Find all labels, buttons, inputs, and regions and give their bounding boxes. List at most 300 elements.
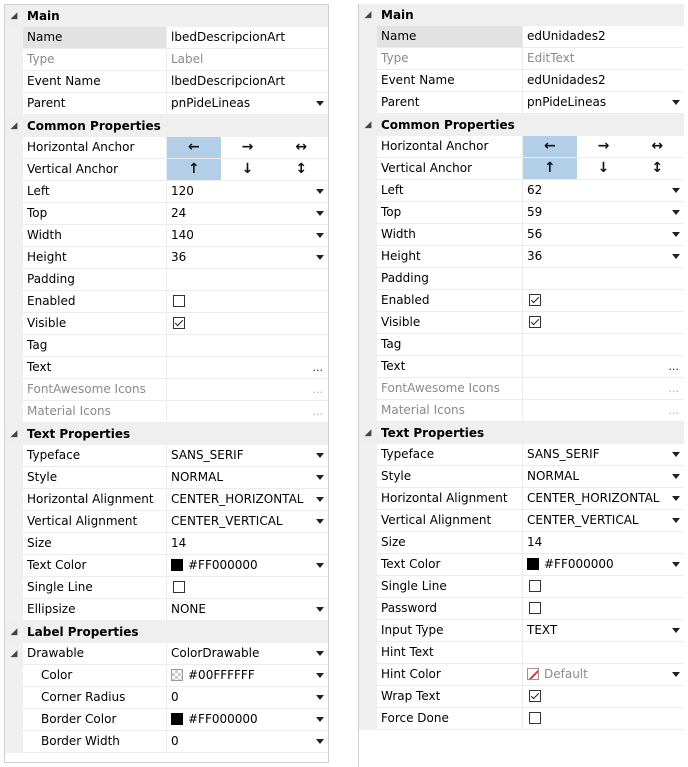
- property-row-name[interactable]: [5, 27, 328, 49]
- property-name: Material Icons: [23, 401, 167, 423]
- property-value[interactable]: [523, 136, 684, 158]
- row-gutter: [359, 488, 377, 510]
- row-gutter: [5, 203, 23, 225]
- value-text: lbedDescripcionArt: [171, 30, 286, 44]
- vertical-anchor-end-icon[interactable]: ↓: [597, 160, 610, 176]
- property-value[interactable]: [167, 335, 328, 357]
- horizontal-anchor-start-icon[interactable]: ←: [167, 137, 221, 158]
- horizontal-anchor-both-icon[interactable]: ↔: [651, 138, 664, 154]
- property-name: Visible: [23, 313, 167, 335]
- ellipsis-button[interactable]: ...: [312, 405, 323, 418]
- property-name: Vertical Alignment: [23, 511, 167, 533]
- value-text: edUnidades2: [527, 73, 606, 87]
- property-value[interactable]: [167, 357, 328, 379]
- chevron-down-icon[interactable]: [672, 452, 680, 457]
- value-text: EditText: [527, 51, 575, 65]
- chevron-down-icon[interactable]: [316, 475, 324, 480]
- property-name: Top: [23, 203, 167, 225]
- property-name: Tag: [377, 334, 523, 356]
- property-value[interactable]: [523, 378, 684, 400]
- chevron-down-icon[interactable]: [672, 100, 680, 105]
- property-value[interactable]: [167, 709, 328, 731]
- property-row-visible[interactable]: [359, 312, 684, 334]
- property-row-style[interactable]: [5, 467, 328, 489]
- property-value[interactable]: [523, 48, 684, 70]
- value-text: CENTER_HORIZONTAL: [171, 492, 304, 506]
- property-row-size[interactable]: [5, 533, 328, 555]
- row-gutter: [5, 731, 23, 753]
- property-row-text-color[interactable]: [5, 555, 328, 577]
- row-gutter: [359, 664, 377, 686]
- property-row-material-icons[interactable]: [5, 401, 328, 423]
- row-gutter: [5, 401, 23, 423]
- row-gutter: [359, 158, 377, 180]
- chevron-down-icon[interactable]: [672, 474, 680, 479]
- property-name: Single Line: [377, 576, 523, 598]
- property-name: Size: [377, 532, 523, 554]
- chevron-down-icon[interactable]: [672, 628, 680, 633]
- property-value[interactable]: [523, 26, 684, 48]
- value-text: pnPideLineas: [527, 95, 607, 109]
- chevron-down-icon[interactable]: [672, 518, 680, 523]
- property-name: Input Type: [377, 620, 523, 642]
- property-row-event-name[interactable]: [5, 71, 328, 93]
- property-row-horizontal-alignment[interactable]: [359, 488, 684, 510]
- chevron-down-icon[interactable]: [316, 497, 324, 502]
- property-value[interactable]: [167, 467, 328, 489]
- property-name: Text Color: [23, 555, 167, 577]
- property-row-horizontal-anchor[interactable]: [359, 136, 684, 158]
- row-gutter: [359, 686, 377, 708]
- property-name: Parent: [377, 92, 523, 114]
- property-value[interactable]: [523, 334, 684, 356]
- property-name: Enabled: [23, 291, 167, 313]
- property-row-vertical-anchor[interactable]: [359, 158, 684, 180]
- value-text: 140: [171, 228, 194, 242]
- chevron-down-icon[interactable]: [316, 673, 324, 678]
- property-value[interactable]: [167, 291, 328, 313]
- property-name: Password: [377, 598, 523, 620]
- property-value[interactable]: [167, 313, 328, 335]
- vertical-anchor-end-icon[interactable]: ↓: [241, 161, 254, 177]
- horizontal-anchor-end-icon[interactable]: →: [241, 139, 254, 155]
- property-row-horizontal-alignment[interactable]: [5, 489, 328, 511]
- property-name: Parent: [23, 93, 167, 115]
- row-gutter: [5, 709, 23, 731]
- anchor-selector[interactable]: [523, 158, 684, 179]
- property-name: Drawable: [23, 643, 167, 665]
- value-text: #FF000000: [188, 558, 258, 572]
- property-row-hint-color[interactable]: [359, 664, 684, 686]
- ellipsis-button[interactable]: ...: [312, 383, 323, 396]
- property-value[interactable]: [523, 444, 684, 466]
- checkbox-password[interactable]: [529, 602, 541, 614]
- category-title: Text Properties: [27, 427, 131, 441]
- checkbox-enabled[interactable]: [529, 294, 541, 306]
- property-name: Height: [377, 246, 523, 268]
- property-value[interactable]: [523, 466, 684, 488]
- chevron-down-icon[interactable]: [316, 739, 324, 744]
- checkbox-visible[interactable]: [529, 316, 541, 328]
- property-row-fontawesome-icons[interactable]: [359, 378, 684, 400]
- property-name: Material Icons: [377, 400, 523, 422]
- property-row-name[interactable]: [359, 26, 684, 48]
- chevron-down-icon[interactable]: [316, 563, 324, 568]
- property-grid-left: [4, 4, 329, 763]
- value-text: 56: [527, 227, 543, 241]
- property-value[interactable]: [167, 181, 328, 203]
- property-name: Name: [23, 27, 167, 49]
- property-value[interactable]: [167, 687, 328, 709]
- color-swatch: [527, 668, 539, 680]
- value-text: NONE: [171, 602, 206, 616]
- row-gutter: [359, 620, 377, 642]
- property-row-typeface[interactable]: [5, 445, 328, 467]
- property-name: Text: [377, 356, 523, 378]
- property-value[interactable]: [167, 555, 328, 577]
- row-gutter: [359, 378, 377, 400]
- property-name: Horizontal Alignment: [23, 489, 167, 511]
- row-gutter: [5, 27, 23, 49]
- row-gutter: [5, 269, 23, 291]
- chevron-down-icon[interactable]: [316, 255, 324, 260]
- row-gutter: [5, 555, 23, 577]
- horizontal-anchor-start-icon[interactable]: ←: [523, 136, 577, 157]
- property-row-text[interactable]: [359, 356, 684, 378]
- row-gutter: [359, 334, 377, 356]
- checkbox-force-done[interactable]: [529, 712, 541, 724]
- row-gutter: [359, 202, 377, 224]
- property-value[interactable]: [523, 664, 684, 686]
- value-text: SANS_SERIF: [171, 448, 244, 462]
- value-text: 0: [171, 734, 179, 748]
- property-row-hint-text[interactable]: [359, 642, 684, 664]
- property-value[interactable]: [167, 137, 328, 159]
- ellipsis-button[interactable]: ...: [312, 361, 323, 374]
- property-value[interactable]: [167, 445, 328, 467]
- property-value[interactable]: [523, 642, 684, 664]
- property-value[interactable]: [167, 643, 328, 665]
- row-gutter: [359, 466, 377, 488]
- row-gutter: [359, 510, 377, 532]
- value-text: NORMAL: [527, 469, 580, 483]
- value-text: #00FFFFFF: [188, 668, 255, 682]
- value-text: pnPideLineas: [171, 96, 251, 110]
- chevron-down-icon[interactable]: [672, 188, 680, 193]
- property-value[interactable]: [523, 488, 684, 510]
- row-gutter: [359, 598, 377, 620]
- property-row-horizontal-anchor[interactable]: [5, 137, 328, 159]
- property-name: Color: [23, 665, 167, 687]
- property-row-tag[interactable]: [359, 334, 684, 356]
- property-value[interactable]: [523, 686, 684, 708]
- property-value[interactable]: [523, 92, 684, 114]
- property-value[interactable]: [523, 290, 684, 312]
- property-name: Visible: [377, 312, 523, 334]
- row-gutter: [359, 136, 377, 158]
- property-row-vertical-alignment[interactable]: [359, 510, 684, 532]
- checkbox-single-line[interactable]: [529, 580, 541, 592]
- value-text: 59: [527, 205, 543, 219]
- property-row-text[interactable]: [5, 357, 328, 379]
- category-text-properties[interactable]: [359, 422, 684, 444]
- property-row-enabled[interactable]: [359, 290, 684, 312]
- property-value[interactable]: [523, 510, 684, 532]
- value-text: Label: [171, 52, 204, 66]
- property-row-border-color[interactable]: [5, 709, 328, 731]
- property-row-height[interactable]: [5, 247, 328, 269]
- value-text: 14: [527, 535, 543, 549]
- property-value[interactable]: [523, 356, 684, 378]
- category-common-properties[interactable]: [5, 115, 328, 137]
- checkbox-wrap-text[interactable]: [529, 690, 541, 702]
- row-gutter: [5, 159, 23, 181]
- expanded-icon[interactable]: ◢: [10, 429, 18, 439]
- property-name: Corner Radius: [23, 687, 167, 709]
- chevron-down-icon[interactable]: [316, 607, 324, 612]
- checkbox-visible[interactable]: [173, 317, 185, 329]
- vertical-anchor-both-icon[interactable]: ↕: [651, 160, 664, 176]
- property-value[interactable]: [167, 225, 328, 247]
- row-gutter: [5, 467, 23, 489]
- property-name: Type: [23, 49, 167, 71]
- expanded-icon[interactable]: ◢: [10, 121, 18, 131]
- property-value[interactable]: [523, 224, 684, 246]
- expanded-icon[interactable]: ◢: [364, 120, 372, 130]
- value-text: edUnidades2: [527, 29, 606, 43]
- chevron-down-icon[interactable]: [316, 453, 324, 458]
- horizontal-anchor-end-icon[interactable]: →: [597, 138, 610, 154]
- row-gutter: [359, 708, 377, 730]
- property-row-vertical-anchor[interactable]: [5, 159, 328, 181]
- property-value[interactable]: [167, 159, 328, 181]
- property-row-wrap-text[interactable]: [359, 686, 684, 708]
- property-row-height[interactable]: [359, 246, 684, 268]
- property-value[interactable]: [523, 246, 684, 268]
- color-swatch: [527, 558, 539, 570]
- property-value[interactable]: [523, 576, 684, 598]
- property-row-style[interactable]: [359, 466, 684, 488]
- chevron-down-icon[interactable]: [672, 672, 680, 677]
- property-name: Width: [23, 225, 167, 247]
- chevron-down-icon[interactable]: [316, 233, 324, 238]
- property-row-padding[interactable]: [359, 268, 684, 290]
- expanded-icon[interactable]: ◢: [364, 10, 372, 20]
- property-row-single-line[interactable]: [5, 577, 328, 599]
- chevron-down-icon[interactable]: [316, 695, 324, 700]
- property-name: FontAwesome Icons: [377, 378, 523, 400]
- row-gutter: [5, 93, 23, 115]
- chevron-down-icon[interactable]: [316, 211, 324, 216]
- property-value[interactable]: [167, 269, 328, 291]
- property-row-material-icons[interactable]: [359, 400, 684, 422]
- row-gutter: [359, 48, 377, 70]
- chevron-down-icon[interactable]: [316, 189, 324, 194]
- property-value[interactable]: [167, 533, 328, 555]
- property-row-tag[interactable]: [5, 335, 328, 357]
- property-value[interactable]: [523, 598, 684, 620]
- property-value[interactable]: [167, 489, 328, 511]
- property-row-type[interactable]: [359, 48, 684, 70]
- expanded-icon[interactable]: ◢: [364, 428, 372, 438]
- chevron-down-icon[interactable]: [316, 101, 324, 106]
- row-gutter: [5, 665, 23, 687]
- row-gutter: [359, 180, 377, 202]
- property-value[interactable]: [523, 158, 684, 180]
- property-row-left[interactable]: [5, 181, 328, 203]
- category-main[interactable]: [359, 4, 684, 26]
- category-main[interactable]: [5, 5, 328, 27]
- property-name: Text: [23, 357, 167, 379]
- property-name: Hint Text: [377, 642, 523, 664]
- property-value[interactable]: [167, 577, 328, 599]
- category-title: Common Properties: [27, 119, 161, 133]
- property-value[interactable]: [167, 731, 328, 753]
- vertical-anchor-start-icon[interactable]: ↑: [167, 159, 221, 180]
- chevron-down-icon[interactable]: [316, 519, 324, 524]
- property-row-parent[interactable]: [5, 93, 328, 115]
- expanded-icon[interactable]: ◢: [10, 11, 18, 21]
- anchor-selector[interactable]: [167, 137, 328, 158]
- property-value[interactable]: [167, 599, 328, 621]
- value-text: CENTER_HORIZONTAL: [527, 491, 660, 505]
- row-gutter: [5, 687, 23, 709]
- property-name: Name: [377, 26, 523, 48]
- property-value[interactable]: [523, 620, 684, 642]
- property-name: Top: [377, 202, 523, 224]
- property-value[interactable]: [523, 180, 684, 202]
- property-row-width[interactable]: [359, 224, 684, 246]
- row-gutter: [5, 533, 23, 555]
- property-row-input-type[interactable]: [359, 620, 684, 642]
- value-text: 0: [171, 690, 179, 704]
- ellipsis-button[interactable]: ...: [668, 360, 679, 373]
- property-name: Force Done: [377, 708, 523, 730]
- property-row-ellipsize[interactable]: [5, 599, 328, 621]
- property-row-event-name[interactable]: [359, 70, 684, 92]
- property-value[interactable]: [523, 554, 684, 576]
- property-value[interactable]: [167, 401, 328, 423]
- property-value[interactable]: [167, 203, 328, 225]
- category-title: Text Properties: [381, 426, 485, 440]
- property-row-color[interactable]: [5, 665, 328, 687]
- anchor-selector[interactable]: [167, 159, 328, 180]
- horizontal-anchor-both-icon[interactable]: ↔: [295, 139, 308, 155]
- property-row-size[interactable]: [359, 532, 684, 554]
- property-value[interactable]: [167, 247, 328, 269]
- property-row-corner-radius[interactable]: [5, 687, 328, 709]
- category-title: Main: [381, 8, 414, 22]
- value-text: TEXT: [527, 623, 558, 637]
- property-row-type[interactable]: [5, 49, 328, 71]
- chevron-down-icon[interactable]: [672, 496, 680, 501]
- property-grid-right: [358, 4, 684, 767]
- property-row-drawable[interactable]: [5, 643, 328, 665]
- value-text: 24: [171, 206, 187, 220]
- chevron-down-icon[interactable]: [672, 254, 680, 259]
- property-row-border-width[interactable]: [5, 731, 328, 753]
- property-name: Vertical Anchor: [377, 158, 523, 180]
- ellipsis-button[interactable]: ...: [668, 382, 679, 395]
- color-swatch: [171, 559, 183, 571]
- expanded-icon[interactable]: ◢: [10, 627, 18, 637]
- property-row-top[interactable]: [5, 203, 328, 225]
- expanded-icon[interactable]: ◢: [5, 643, 23, 665]
- property-value[interactable]: [167, 511, 328, 533]
- property-name: Border Color: [23, 709, 167, 731]
- property-row-width[interactable]: [5, 225, 328, 247]
- checkbox-enabled[interactable]: [173, 295, 185, 307]
- property-row-vertical-alignment[interactable]: [5, 511, 328, 533]
- property-value[interactable]: [523, 532, 684, 554]
- property-row-parent[interactable]: [359, 92, 684, 114]
- anchor-selector[interactable]: [523, 136, 684, 157]
- category-label-properties[interactable]: [5, 621, 328, 643]
- property-value[interactable]: [523, 202, 684, 224]
- property-row-fontawesome-icons[interactable]: [5, 379, 328, 401]
- property-name: Ellipsize: [23, 599, 167, 621]
- property-name: Horizontal Anchor: [377, 136, 523, 158]
- property-row-text-color[interactable]: [359, 554, 684, 576]
- property-row-enabled[interactable]: [5, 291, 328, 313]
- property-value[interactable]: [167, 49, 328, 71]
- property-value[interactable]: [523, 268, 684, 290]
- property-row-visible[interactable]: [5, 313, 328, 335]
- property-name: Type: [377, 48, 523, 70]
- property-value[interactable]: [167, 27, 328, 49]
- property-row-left[interactable]: [359, 180, 684, 202]
- row-gutter: [359, 290, 377, 312]
- chevron-down-icon[interactable]: [672, 562, 680, 567]
- property-value[interactable]: [167, 379, 328, 401]
- property-name: Hint Color: [377, 664, 523, 686]
- checkbox-single-line[interactable]: [173, 581, 185, 593]
- chevron-down-icon[interactable]: [316, 717, 324, 722]
- vertical-anchor-both-icon[interactable]: ↕: [295, 161, 308, 177]
- property-value[interactable]: [523, 708, 684, 730]
- property-value[interactable]: [167, 71, 328, 93]
- property-name: Tag: [23, 335, 167, 357]
- category-common-properties[interactable]: [359, 114, 684, 136]
- property-row-password[interactable]: [359, 598, 684, 620]
- property-name: Typeface: [377, 444, 523, 466]
- chevron-down-icon[interactable]: [672, 210, 680, 215]
- property-name: Size: [23, 533, 167, 555]
- ellipsis-button[interactable]: ...: [668, 404, 679, 417]
- property-row-top[interactable]: [359, 202, 684, 224]
- row-gutter: [359, 224, 377, 246]
- property-row-typeface[interactable]: [359, 444, 684, 466]
- property-row-force-done[interactable]: [359, 708, 684, 730]
- property-name: Event Name: [23, 71, 167, 93]
- row-gutter: [359, 400, 377, 422]
- row-gutter: [359, 444, 377, 466]
- vertical-anchor-start-icon[interactable]: ↑: [523, 158, 577, 179]
- property-row-single-line[interactable]: [359, 576, 684, 598]
- property-value[interactable]: [167, 93, 328, 115]
- property-value[interactable]: [523, 400, 684, 422]
- chevron-down-icon[interactable]: [316, 651, 324, 656]
- property-value[interactable]: [167, 665, 328, 687]
- category-text-properties[interactable]: [5, 423, 328, 445]
- property-row-padding[interactable]: [5, 269, 328, 291]
- property-value[interactable]: [523, 312, 684, 334]
- property-value[interactable]: [523, 70, 684, 92]
- row-gutter: [5, 599, 23, 621]
- chevron-down-icon[interactable]: [672, 232, 680, 237]
- value-text: CENTER_VERTICAL: [171, 514, 283, 528]
- property-name: Style: [377, 466, 523, 488]
